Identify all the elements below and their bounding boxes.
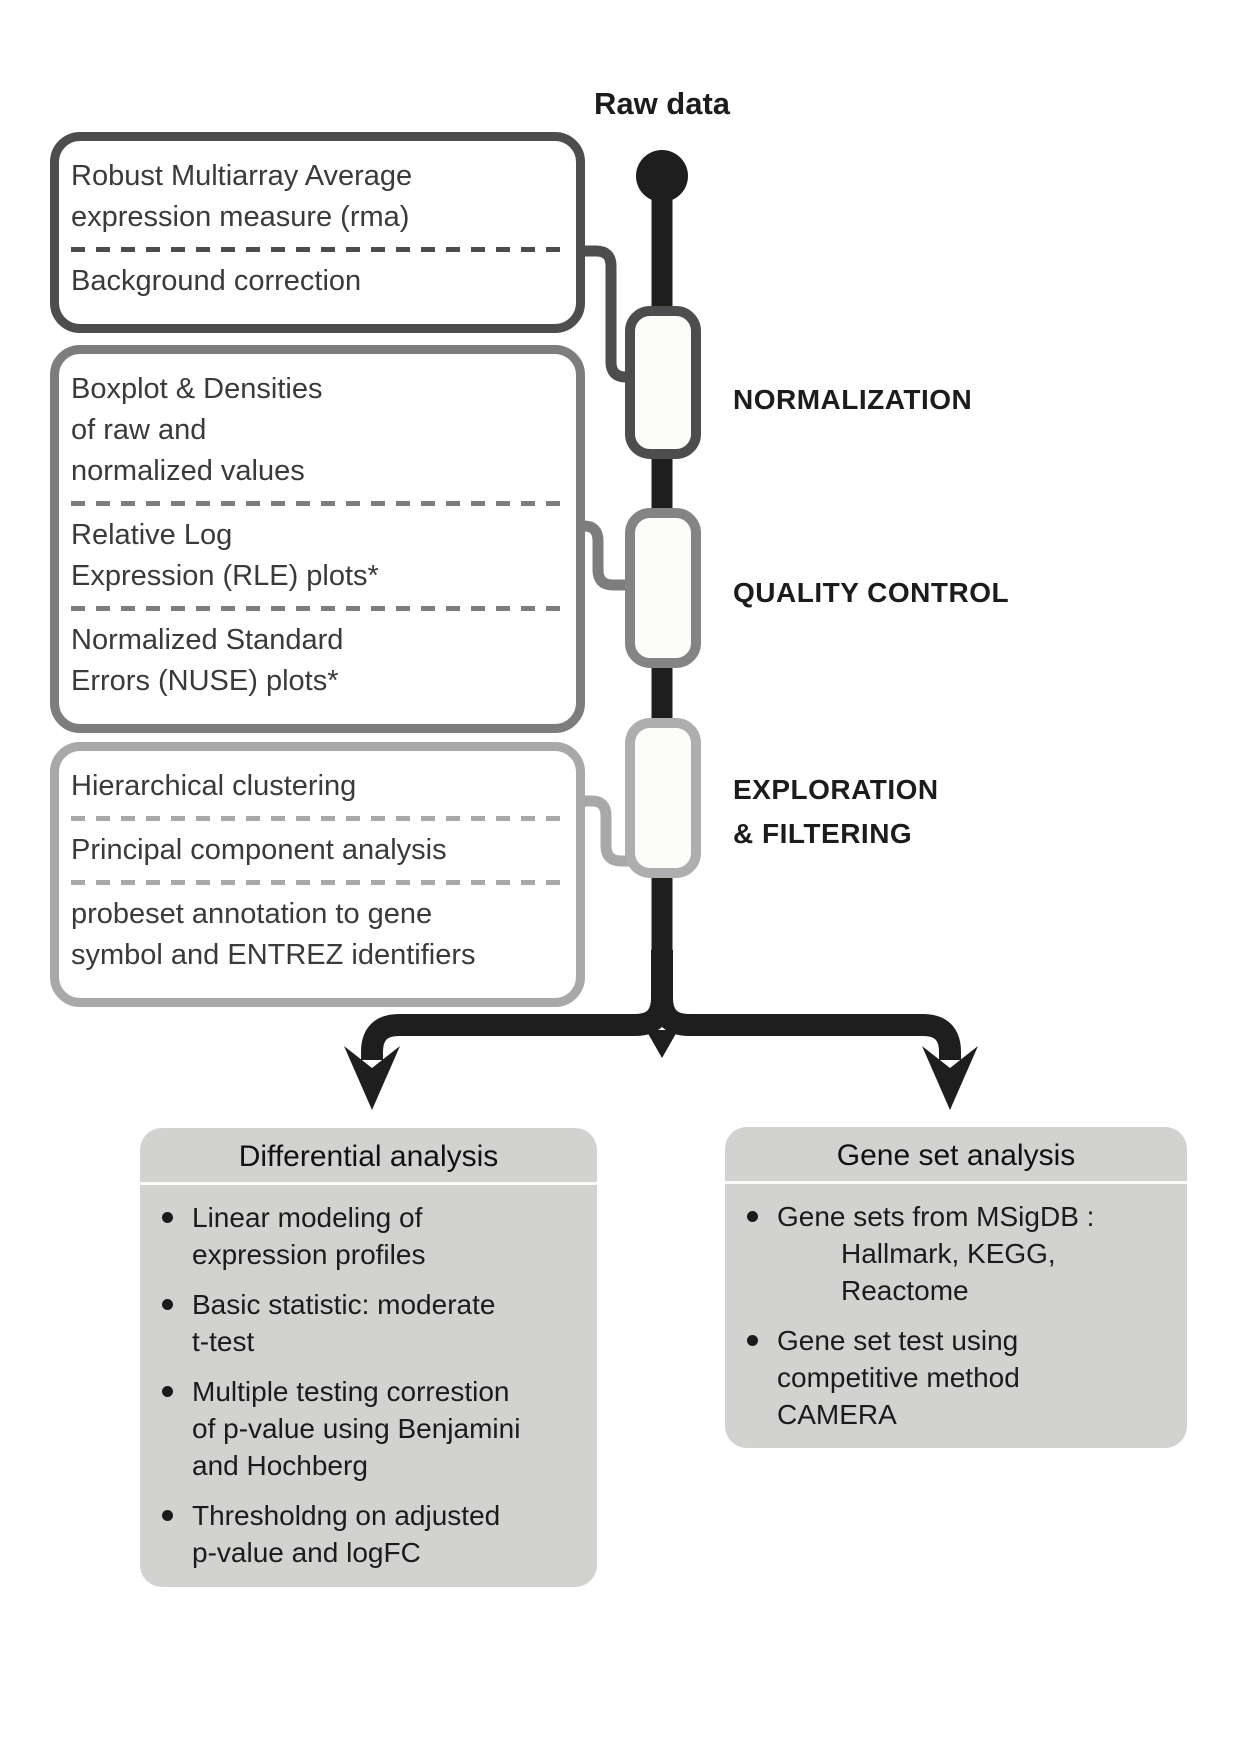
bullet-item: Basic statistic: moderate t-test [162, 1286, 587, 1360]
gene-set-analysis-bullets [725, 1184, 1187, 1433]
differential-analysis-bullets [140, 1185, 597, 1571]
tool-step: Principal component analysis [71, 834, 447, 866]
tool-step: Hierarchical clustering [71, 770, 357, 802]
tool-step: Relative Log Expression (RLE) plots* [71, 519, 379, 592]
dashed-divider [71, 501, 562, 506]
bullet-item: Thresholdng on adjusted p-value and logFC [162, 1497, 587, 1571]
dashed-divider [71, 816, 562, 821]
node-normalization [630, 311, 696, 454]
branch-right-arm [662, 950, 950, 1060]
bullet-item: Multiple testing correstion of p-value using Benjamini and Hochberg [162, 1373, 587, 1484]
connector-quality-control [580, 526, 632, 585]
dashed-divider [71, 247, 562, 252]
bullet-dot [162, 1199, 192, 1273]
exploration-tools-box [50, 742, 585, 1007]
tool-step: Background correction [71, 265, 362, 297]
stage-label-normalization: NORMALIZATION [733, 384, 973, 415]
bullet-item: Linear modeling of expression profiles [162, 1199, 587, 1273]
gene-set-analysis-panel [725, 1127, 1187, 1448]
branch-junction [646, 1030, 678, 1058]
tool-step: probeset annotation to gene symbol and ENTREZ identifiers [71, 898, 476, 971]
node-exploration [630, 723, 696, 873]
panel-title: Gene set analysis [836, 1139, 1076, 1172]
bullet-dot [747, 1198, 777, 1309]
bullet-dot [162, 1497, 192, 1571]
panel-title: Differential analysis [238, 1140, 499, 1173]
node-quality-control [630, 513, 696, 663]
bullet-item: Gene sets from MSigDB : Hallmark, KEGG, Reactome [747, 1198, 1177, 1309]
tool-step: Normalized Standard Errors (NUSE) plots* [71, 624, 344, 697]
bullet-item: Gene set test using competitive method CAMERA [747, 1322, 1177, 1433]
stage-label-quality-control: QUALITY CONTROL [733, 577, 1010, 608]
dashed-divider [71, 880, 562, 885]
raw-data-dot [636, 150, 688, 202]
bullet-dot [162, 1286, 192, 1360]
tool-step: Boxplot & Densities of raw and normalized values [71, 373, 323, 487]
stage-label-exploration-filtering: EXPLORATION & FILTERING [733, 774, 939, 849]
differential-analysis-panel [140, 1128, 597, 1587]
raw-data-label: Raw data [593, 86, 731, 121]
dashed-divider [71, 606, 562, 611]
bullet-dot [747, 1322, 777, 1433]
normalization-tools-box [50, 132, 585, 333]
quality-control-tools-box [50, 345, 585, 733]
bullet-dot [162, 1373, 192, 1484]
tool-step: Robust Multiarray Average expression measure (rma) [71, 160, 413, 233]
